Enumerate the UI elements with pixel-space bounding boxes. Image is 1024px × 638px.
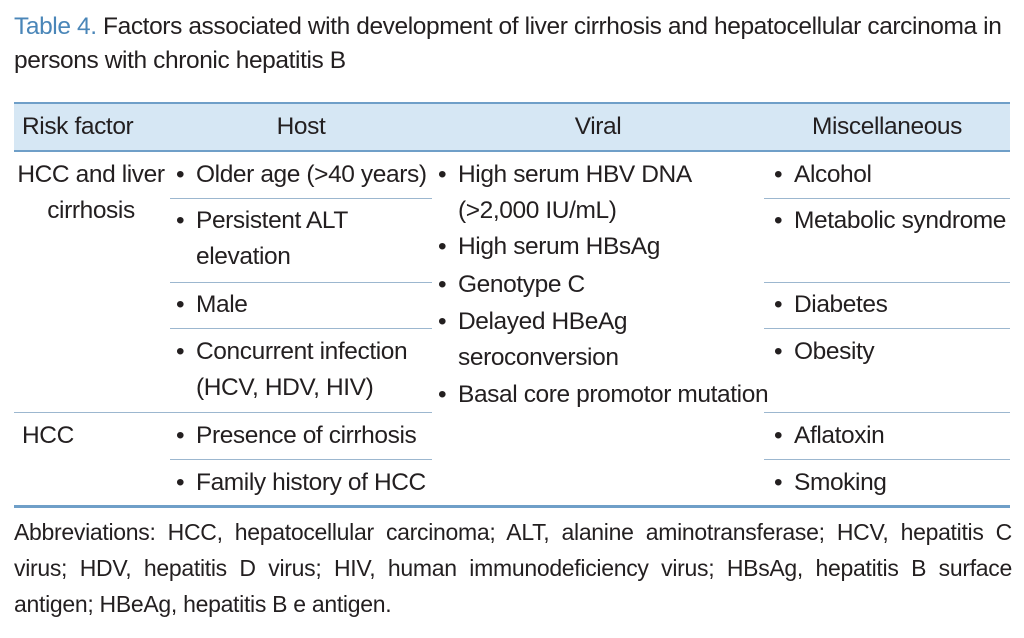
viral-item: • Basal core promotor mutation	[438, 381, 769, 408]
row-divider	[170, 282, 432, 283]
header-viral: Viral	[574, 113, 622, 140]
row-divider	[170, 198, 432, 199]
header-miscellaneous: Miscellaneous	[811, 113, 963, 140]
bottom-rule	[14, 505, 1010, 508]
row-divider	[170, 328, 432, 329]
misc-item: • Obesity	[774, 338, 875, 365]
misc-item: • Smoking	[774, 469, 887, 496]
table-label: Table 4.	[14, 13, 97, 40]
row-divider	[764, 282, 1010, 283]
risk-factor-cell: HCC and liver cirrhosis	[17, 161, 165, 224]
header-risk-factor: Risk factor	[22, 113, 134, 140]
host-item: • Older age (>40 years)	[176, 161, 427, 188]
caption-text: Factors associated with development of liver cirrhosis and hepatocellular carcinoma in persons with chronic hepatitis B	[14, 13, 1002, 74]
row-divider	[764, 328, 1010, 329]
header-host: Host	[276, 113, 326, 140]
viral-item: • Genotype C	[438, 271, 585, 298]
misc-item: • Aflatoxin	[774, 422, 885, 449]
row-divider	[764, 412, 1010, 413]
risk-factor-cell: HCC	[22, 422, 74, 449]
host-item: • Family history of HCC	[176, 469, 426, 496]
misc-item: • Alcohol	[774, 161, 872, 188]
table-caption	[14, 10, 1014, 78]
row-divider	[170, 459, 432, 460]
host-item: • Persistent ALT elevation	[176, 207, 348, 270]
host-item: • Concurrent infection (HCV, HDV, HIV)	[176, 338, 408, 401]
misc-item: • Diabetes	[774, 291, 888, 318]
row-divider	[14, 412, 432, 413]
host-item: • Presence of cirrhosis	[176, 422, 417, 449]
footnote: Abbreviations: HCC, hepatocellular carcinoma; ALT, alanine aminotransferase; HCV, hepatitis C virus; HDV, hepatitis D virus; HIV, human immunodeficiency virus; HBsAg, hepatitis B surface antigen; HBeAg, hepatitis B e antigen.	[14, 519, 1012, 617]
viral-item: • Delayed HBeAg seroconversion	[438, 308, 628, 371]
misc-item: • Metabolic syndrome	[774, 207, 1007, 234]
viral-item: • High serum HBsAg	[438, 233, 660, 260]
header-rule	[14, 150, 1010, 152]
viral-item: • High serum HBV DNA (>2,000 IU/mL)	[438, 161, 691, 224]
row-divider	[764, 198, 1010, 199]
row-divider	[764, 459, 1010, 460]
host-item: • Male	[176, 291, 248, 318]
